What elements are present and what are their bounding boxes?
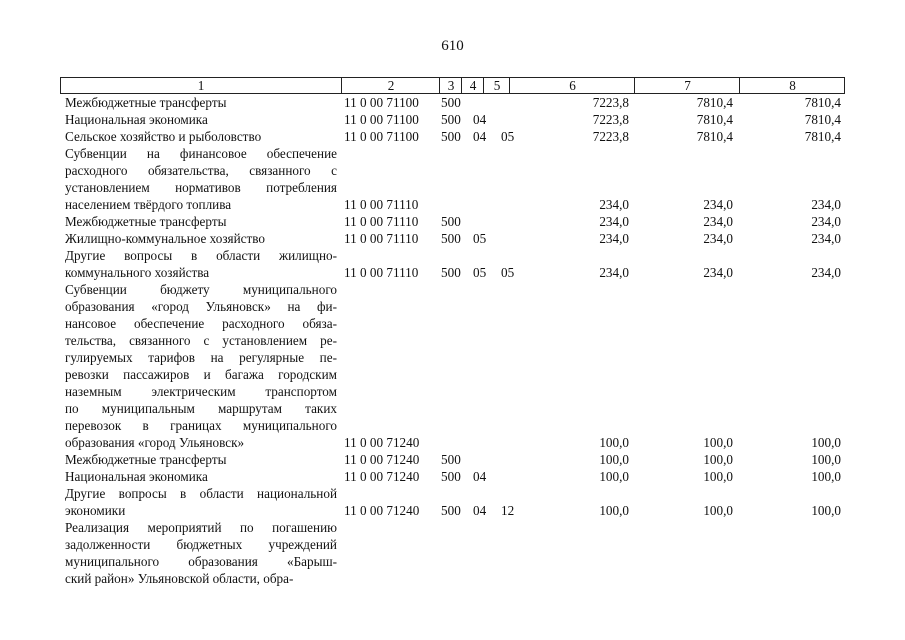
cell-v8: 100,0: [811, 469, 841, 484]
description-line: коммунального хозяйства: [65, 265, 210, 280]
description-line: нансовое обеспечение расходного обяза-: [65, 316, 337, 331]
cell-v8: 7810,4: [804, 129, 841, 144]
table-row: [60, 128, 845, 145]
header-col-5: 5: [483, 78, 510, 93]
description-line: образования «город Ульяновск»: [65, 435, 245, 450]
cell-v7: 7810,4: [696, 95, 733, 110]
cell-pr: 12: [501, 503, 515, 518]
table-row: [60, 213, 845, 230]
table-row: [60, 230, 845, 247]
description-line: Национальная экономика: [65, 469, 208, 484]
cell-vr: 500: [441, 452, 461, 467]
cell-code: 11 0 00 71240: [344, 469, 420, 484]
cell-v7: 234,0: [703, 214, 733, 229]
cell-vr: 500: [441, 503, 461, 518]
cell-v6: 100,0: [599, 469, 629, 484]
table-row: [60, 468, 845, 485]
cell-v8: 100,0: [811, 503, 841, 518]
cell-vr: 500: [441, 95, 461, 110]
description-line: Межбюджетные трансферты: [65, 214, 227, 229]
cell-v6: 234,0: [599, 231, 629, 246]
description-line: Сельское хозяйство и рыболовство: [65, 129, 262, 144]
cell-v8: 7810,4: [804, 95, 841, 110]
budget-table: [60, 77, 845, 587]
cell-code: 11 0 00 71110: [344, 214, 419, 229]
row-description: [65, 111, 337, 128]
description-line: ский район» Ульяновской области, обра-: [65, 571, 294, 586]
page-number: 610: [441, 38, 464, 54]
description-line: наземным электрическим транспортом: [65, 384, 337, 399]
cell-code: 11 0 00 71100: [344, 95, 419, 110]
cell-rz: 05: [473, 231, 487, 246]
cell-code: 11 0 00 71100: [344, 129, 419, 144]
description-line: образования «город Ульяновск» на фи-: [65, 299, 337, 314]
cell-v7: 234,0: [703, 265, 733, 280]
header-col-3: 3: [439, 78, 462, 93]
cell-v7: 100,0: [703, 503, 733, 518]
description-line: Межбюджетные трансферты: [65, 95, 227, 110]
cell-rz: 04: [473, 129, 487, 144]
cell-v7: 234,0: [703, 197, 733, 212]
table-header-row: [60, 77, 845, 94]
header-col-4: 4: [461, 78, 484, 93]
cell-v6: 7223,8: [592, 95, 629, 110]
row-description: [65, 145, 337, 213]
cell-code: 11 0 00 71110: [344, 265, 419, 280]
cell-v6: 7223,8: [592, 129, 629, 144]
description-line: муниципального образования «Барыш-: [65, 554, 337, 569]
cell-v6: 234,0: [599, 214, 629, 229]
description-line: населением твёрдого топлива: [65, 197, 232, 212]
row-description: [65, 468, 337, 485]
row-description: [65, 281, 337, 451]
description-line: задолженности бюджетных учреждений: [65, 537, 337, 552]
cell-v7: 7810,4: [696, 112, 733, 127]
cell-v8: 234,0: [811, 214, 841, 229]
header-col-2: 2: [341, 78, 440, 93]
cell-v8: 234,0: [811, 197, 841, 212]
cell-v8: 100,0: [811, 452, 841, 467]
description-line: перевозок в границах муниципального: [65, 418, 337, 433]
row-description: [65, 213, 337, 230]
description-line: Другие вопросы в области жилищно-: [65, 248, 337, 263]
cell-v6: 100,0: [599, 452, 629, 467]
table-row: [60, 281, 845, 451]
table-body: [60, 94, 845, 587]
row-description: [65, 128, 337, 145]
row-description: [65, 247, 337, 281]
cell-vr: 500: [441, 112, 461, 127]
description-line: расходного обязательства, связанного с: [65, 163, 337, 178]
cell-vr: 500: [441, 265, 461, 280]
cell-vr: 500: [441, 129, 461, 144]
cell-v6: 100,0: [599, 435, 629, 450]
description-line: по муниципальным маршрутам таких: [65, 401, 337, 416]
cell-rz: 04: [473, 469, 487, 484]
row-description: [65, 451, 337, 468]
cell-pr: 05: [501, 129, 515, 144]
cell-v6: 234,0: [599, 197, 629, 212]
table-row: [60, 94, 845, 111]
cell-v6: 234,0: [599, 265, 629, 280]
row-description: [65, 485, 337, 519]
table-row: [60, 451, 845, 468]
header-col-6: 6: [509, 78, 635, 93]
cell-rz: 04: [473, 112, 487, 127]
description-line: установлением нормативов потребления: [65, 180, 337, 195]
cell-code: 11 0 00 71240: [344, 435, 420, 450]
table-row: [60, 247, 845, 281]
header-col-7: 7: [634, 78, 740, 93]
cell-v6: 100,0: [599, 503, 629, 518]
cell-v8: 100,0: [811, 435, 841, 450]
cell-v7: 100,0: [703, 435, 733, 450]
description-line: тельства, связанного с установлением ре-: [65, 333, 337, 348]
row-description: [65, 519, 337, 587]
cell-v6: 7223,8: [592, 112, 629, 127]
description-line: Межбюджетные трансферты: [65, 452, 227, 467]
cell-vr: 500: [441, 469, 461, 484]
table-row: [60, 519, 845, 587]
cell-pr: 05: [501, 265, 515, 280]
table-row: [60, 145, 845, 213]
cell-rz: 05: [473, 265, 487, 280]
table-row: [60, 485, 845, 519]
cell-rz: 04: [473, 503, 487, 518]
cell-vr: 500: [441, 231, 461, 246]
header-col-1: 1: [197, 78, 205, 93]
description-line: ревозки пассажиров и багажа городским: [65, 367, 337, 382]
description-line: Реализация мероприятий по погашению: [65, 520, 337, 535]
cell-vr: 500: [441, 214, 461, 229]
description-line: Национальная экономика: [65, 112, 208, 127]
cell-v8: 234,0: [811, 265, 841, 280]
description-line: экономики: [65, 503, 126, 518]
cell-v8: 7810,4: [804, 112, 841, 127]
description-line: Субвенции бюджету муниципального: [65, 282, 337, 297]
cell-v7: 100,0: [703, 452, 733, 467]
table-row: [60, 111, 845, 128]
cell-v8: 234,0: [811, 231, 841, 246]
cell-code: 11 0 00 71240: [344, 503, 420, 518]
row-description: [65, 230, 337, 247]
description-line: гулируемых тарифов на регулярные пе-: [65, 350, 337, 365]
header-col-8: 8: [739, 78, 845, 93]
description-line: Субвенции на финансовое обеспечение: [65, 146, 337, 161]
cell-v7: 234,0: [703, 231, 733, 246]
cell-v7: 7810,4: [696, 129, 733, 144]
cell-v7: 100,0: [703, 469, 733, 484]
cell-code: 11 0 00 71240: [344, 452, 420, 467]
description-line: Жилищно-коммунальное хозяйство: [65, 231, 266, 246]
row-description: [65, 94, 337, 111]
cell-code: 11 0 00 71100: [344, 112, 419, 127]
cell-code: 11 0 00 71110: [344, 197, 419, 212]
cell-code: 11 0 00 71110: [344, 231, 419, 246]
description-line: Другие вопросы в области национальной: [65, 486, 337, 501]
